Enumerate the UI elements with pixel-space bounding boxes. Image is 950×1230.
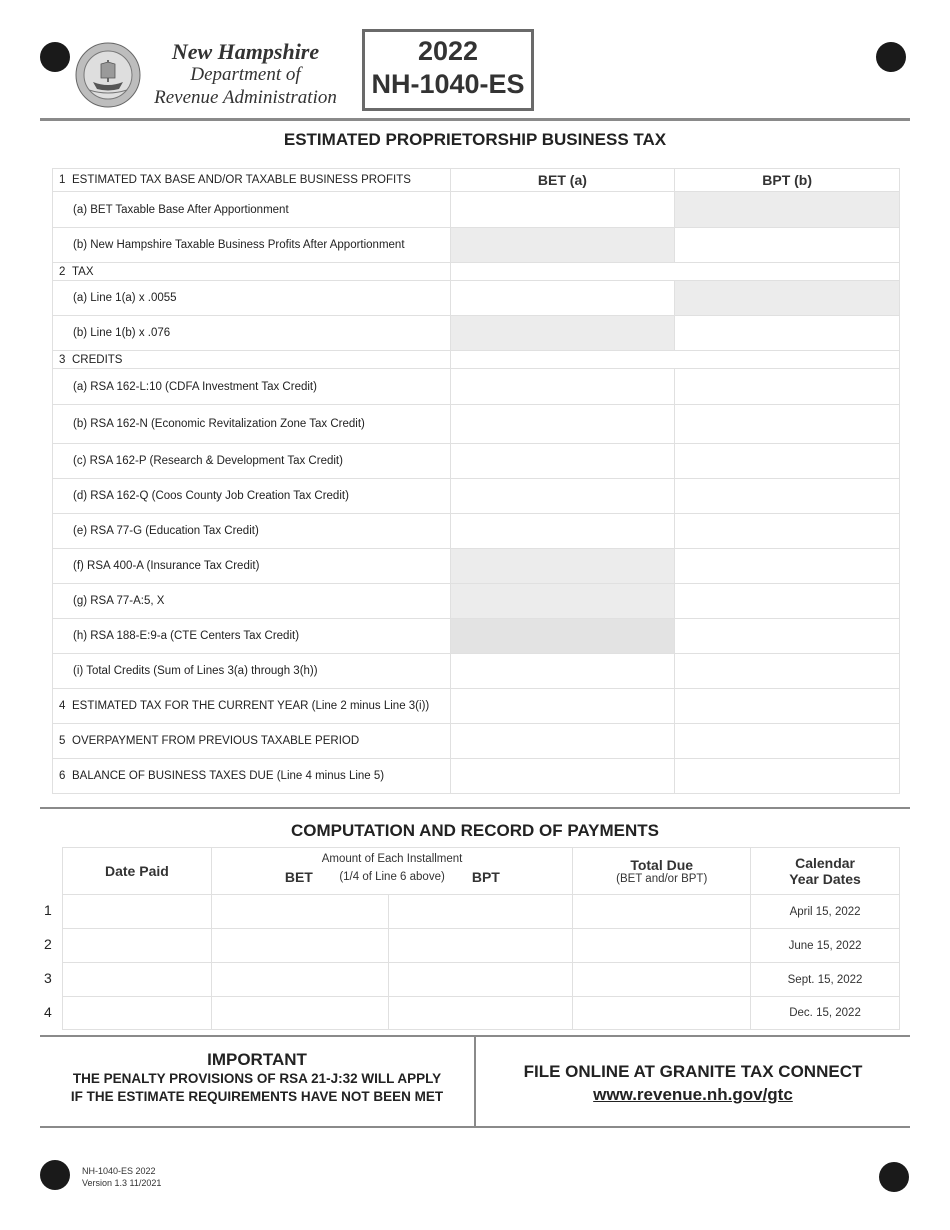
bpt-installment-field[interactable] <box>388 997 573 1030</box>
line-label <box>53 281 451 316</box>
tax-row <box>53 514 900 549</box>
bpt-amount-field[interactable] <box>675 316 900 351</box>
bpt-amount-field[interactable] <box>675 549 900 584</box>
tax-row <box>53 689 900 724</box>
bpt-amount-field[interactable] <box>675 584 900 619</box>
bet-amount-field[interactable] <box>450 654 675 689</box>
bpt-installment-field[interactable] <box>388 929 573 963</box>
footer-form-id: NH-1040-ES 2022 <box>82 1166 156 1176</box>
bpt-amount-field <box>675 281 900 316</box>
bet-amount-field[interactable] <box>450 444 675 479</box>
bet-amount-field <box>450 228 675 263</box>
line-label <box>53 263 451 281</box>
line-label <box>53 619 451 654</box>
payment-row-number: 2 <box>44 936 52 952</box>
total-due-field[interactable] <box>573 963 751 997</box>
tax-row <box>53 351 900 369</box>
bet-amount-field <box>450 619 675 654</box>
section-spacer <box>450 351 899 369</box>
bpt-installment-field[interactable] <box>388 963 573 997</box>
bpt-amount-field[interactable] <box>675 654 900 689</box>
total-due-field[interactable] <box>573 895 751 929</box>
org-department: Department of <box>190 64 301 85</box>
line-number: 2 <box>59 265 66 278</box>
bpt-amount-field[interactable] <box>675 619 900 654</box>
line-label-text: (a) Line 1(a) x .0055 <box>73 292 177 304</box>
line-label-text: (i) Total Credits (Sum of Lines 3(a) through 3(h)) <box>73 665 318 677</box>
line-label <box>53 192 451 228</box>
col-header-bpt: BPT (b) <box>675 169 900 192</box>
tax-row <box>53 724 900 759</box>
gtc-link[interactable]: www.revenue.nh.gov/gtc <box>593 1085 793 1104</box>
line-label-text: BALANCE OF BUSINESS TAXES DUE (Line 4 minus Line 5) <box>72 770 385 782</box>
bpt-amount-field[interactable] <box>675 369 900 405</box>
tax-row <box>53 479 900 514</box>
line-label <box>53 759 451 794</box>
section-divider <box>40 807 910 809</box>
bet-amount-field[interactable] <box>450 514 675 549</box>
bpt-amount-field[interactable] <box>675 479 900 514</box>
tax-row <box>53 169 900 192</box>
calendar-due-date: Sept. 15, 2022 <box>751 963 900 997</box>
header-divider <box>40 118 910 121</box>
bpt-amount-field[interactable] <box>675 514 900 549</box>
line-label-text: ESTIMATED TAX BASE AND/OR TAXABLE BUSINESS PROFITS <box>72 174 411 186</box>
line-number: 5 <box>59 735 66 747</box>
bpt-amount-field[interactable] <box>675 759 900 794</box>
line-label-text: (b) Line 1(b) x .076 <box>73 327 171 339</box>
bpt-amount-field <box>675 192 900 228</box>
bpt-amount-field[interactable] <box>675 228 900 263</box>
payments-table <box>62 847 900 1030</box>
fraction-label: (1/4 of Line 6 above) <box>339 871 445 883</box>
line-label <box>53 584 451 619</box>
line-label-text: (g) RSA 77-A:5, X <box>73 595 165 607</box>
tax-row <box>53 619 900 654</box>
bet-col-label: BET <box>284 869 313 885</box>
total-due-field[interactable] <box>573 929 751 963</box>
form-id-box <box>362 29 534 111</box>
line-label-text: (a) BET Taxable Base After Apportionment <box>73 203 289 216</box>
bet-amount-field[interactable] <box>450 689 675 724</box>
line-label-text: (h) RSA 188-E:9-a (CTE Centers Tax Credit) <box>73 630 300 642</box>
line-label <box>53 724 451 759</box>
important-notice <box>40 1036 474 1126</box>
bpt-amount-field[interactable] <box>675 724 900 759</box>
tax-row <box>53 654 900 689</box>
bet-amount-field <box>450 316 675 351</box>
col-header-calendar: Calendar Year Dates <box>751 848 900 895</box>
org-name: New Hampshire <box>171 39 320 64</box>
calendar-due-date: Dec. 15, 2022 <box>751 997 900 1030</box>
tax-row <box>53 584 900 619</box>
total-due-field[interactable] <box>573 997 751 1030</box>
bpt-installment-field[interactable] <box>388 895 573 929</box>
bet-amount-field[interactable] <box>450 724 675 759</box>
bet-installment-field[interactable] <box>211 929 388 963</box>
line-number: 4 <box>59 700 66 712</box>
bet-amount-field[interactable] <box>450 479 675 514</box>
line-label-text: CREDITS <box>72 353 123 366</box>
file-online-notice <box>476 1036 910 1126</box>
line-label-text: (e) RSA 77-G (Education Tax Credit) <box>73 525 259 537</box>
tax-row <box>53 228 900 263</box>
registration-mark-top-right <box>876 42 906 72</box>
registration-mark-bottom-left <box>40 1160 70 1190</box>
calendar-due-date: June 15, 2022 <box>751 929 900 963</box>
line-label-text: (b) RSA 162-N (Economic Revitalization Zone Tax Credit) <box>73 418 365 430</box>
bet-amount-field[interactable] <box>450 369 675 405</box>
bpt-col-label: BPT <box>471 869 500 885</box>
tax-row <box>53 405 900 444</box>
notice-bottom-rule <box>40 1126 910 1128</box>
line-label-text: (a) RSA 162-L:10 (CDFA Investment Tax Credit) <box>73 380 317 393</box>
bpt-amount-field[interactable] <box>675 444 900 479</box>
payment-row <box>63 895 900 929</box>
line-label <box>53 228 451 263</box>
line-label <box>53 405 451 444</box>
bet-installment-field[interactable] <box>211 997 388 1030</box>
bet-amount-field[interactable] <box>450 281 675 316</box>
line-label <box>53 514 451 549</box>
line-label-text: (d) RSA 162-Q (Coos County Job Creation Tax Credit) <box>73 490 349 502</box>
bet-amount-field[interactable] <box>450 192 675 228</box>
payment-row-number: 3 <box>44 970 52 986</box>
col-header-bet: BET (a) <box>450 169 675 192</box>
bet-amount-field[interactable] <box>450 405 675 444</box>
col-header-total-due: Total Due (BET and/or BPT) <box>573 848 751 895</box>
registration-mark-bottom-right <box>879 1162 909 1192</box>
col-header-amount <box>211 848 572 895</box>
date-paid-field[interactable] <box>63 963 212 997</box>
state-seal-icon <box>75 42 141 108</box>
file-online-title: FILE ONLINE AT GRANITE TAX CONNECT <box>523 1062 863 1081</box>
line-label-text: ESTIMATED TAX FOR THE CURRENT YEAR (Line 2 minus Line 3(i)) <box>72 700 430 712</box>
calendar-due-date: April 15, 2022 <box>751 895 900 929</box>
date-paid-field[interactable] <box>63 895 212 929</box>
line-label <box>53 316 451 351</box>
payment-row <box>63 963 900 997</box>
footer-version-text: Version 1.3 11/2021 <box>82 1178 162 1188</box>
payment-row <box>63 929 900 963</box>
line-label <box>53 549 451 584</box>
col-header-date-paid: Date Paid <box>63 848 212 895</box>
line-label <box>53 654 451 689</box>
line-label-text: (f) RSA 400-A (Insurance Tax Credit) <box>73 560 260 572</box>
line-label-text: TAX <box>72 265 94 278</box>
bpt-amount-field[interactable] <box>675 689 900 724</box>
important-title: IMPORTANT <box>207 1050 307 1069</box>
bet-amount-field <box>450 584 675 619</box>
line-label <box>53 689 451 724</box>
footer-version <box>82 1165 161 1189</box>
tax-row <box>53 316 900 351</box>
line-number: 3 <box>59 353 66 366</box>
tax-row <box>53 263 900 281</box>
payment-row <box>63 997 900 1030</box>
line-label <box>53 351 451 369</box>
line-label <box>53 169 451 192</box>
section-spacer <box>450 263 899 281</box>
line-label-text: OVERPAYMENT FROM PREVIOUS TAXABLE PERIOD <box>72 735 360 747</box>
bpt-amount-field[interactable] <box>675 405 900 444</box>
line-label-text: (c) RSA 162-P (Research & Development Tax Credit) <box>73 455 343 467</box>
amount-installment-label: Amount of Each Installment <box>321 853 463 865</box>
registration-mark-top-left <box>40 42 70 72</box>
section-title-estimated-tax: ESTIMATED PROPRIETORSHIP BUSINESS TAX <box>283 130 667 149</box>
line-number: 6 <box>59 770 66 782</box>
line-label <box>53 444 451 479</box>
line-label-text: (b) New Hampshire Taxable Business Profits After Apportionment <box>73 239 405 251</box>
tax-row <box>53 369 900 405</box>
payment-row-number: 4 <box>44 1004 52 1020</box>
org-division: Revenue Administration <box>154 87 337 108</box>
tax-row <box>53 192 900 228</box>
line-label <box>53 369 451 405</box>
date-paid-field[interactable] <box>63 997 212 1030</box>
line-number: 1 <box>59 174 66 186</box>
tax-row <box>53 444 900 479</box>
bet-installment-field[interactable] <box>211 963 388 997</box>
bet-installment-field[interactable] <box>211 895 388 929</box>
estimated-tax-table <box>52 168 900 794</box>
important-line2: IF THE ESTIMATE REQUIREMENTS HAVE NOT BEEN MET <box>70 1089 444 1104</box>
form-year: 2022 <box>417 36 479 66</box>
form-number: NH-1040-ES <box>371 69 525 99</box>
section-title-payments: COMPUTATION AND RECORD OF PAYMENTS <box>290 821 660 840</box>
important-line1: THE PENALTY PROVISIONS OF RSA 21-J:32 WILL APPLY <box>72 1071 442 1086</box>
payment-row-number: 1 <box>44 902 52 918</box>
date-paid-field[interactable] <box>63 929 212 963</box>
tax-row <box>53 281 900 316</box>
bet-amount-field[interactable] <box>450 759 675 794</box>
bet-amount-field <box>450 549 675 584</box>
tax-row <box>53 759 900 794</box>
tax-row <box>53 549 900 584</box>
line-label <box>53 479 451 514</box>
